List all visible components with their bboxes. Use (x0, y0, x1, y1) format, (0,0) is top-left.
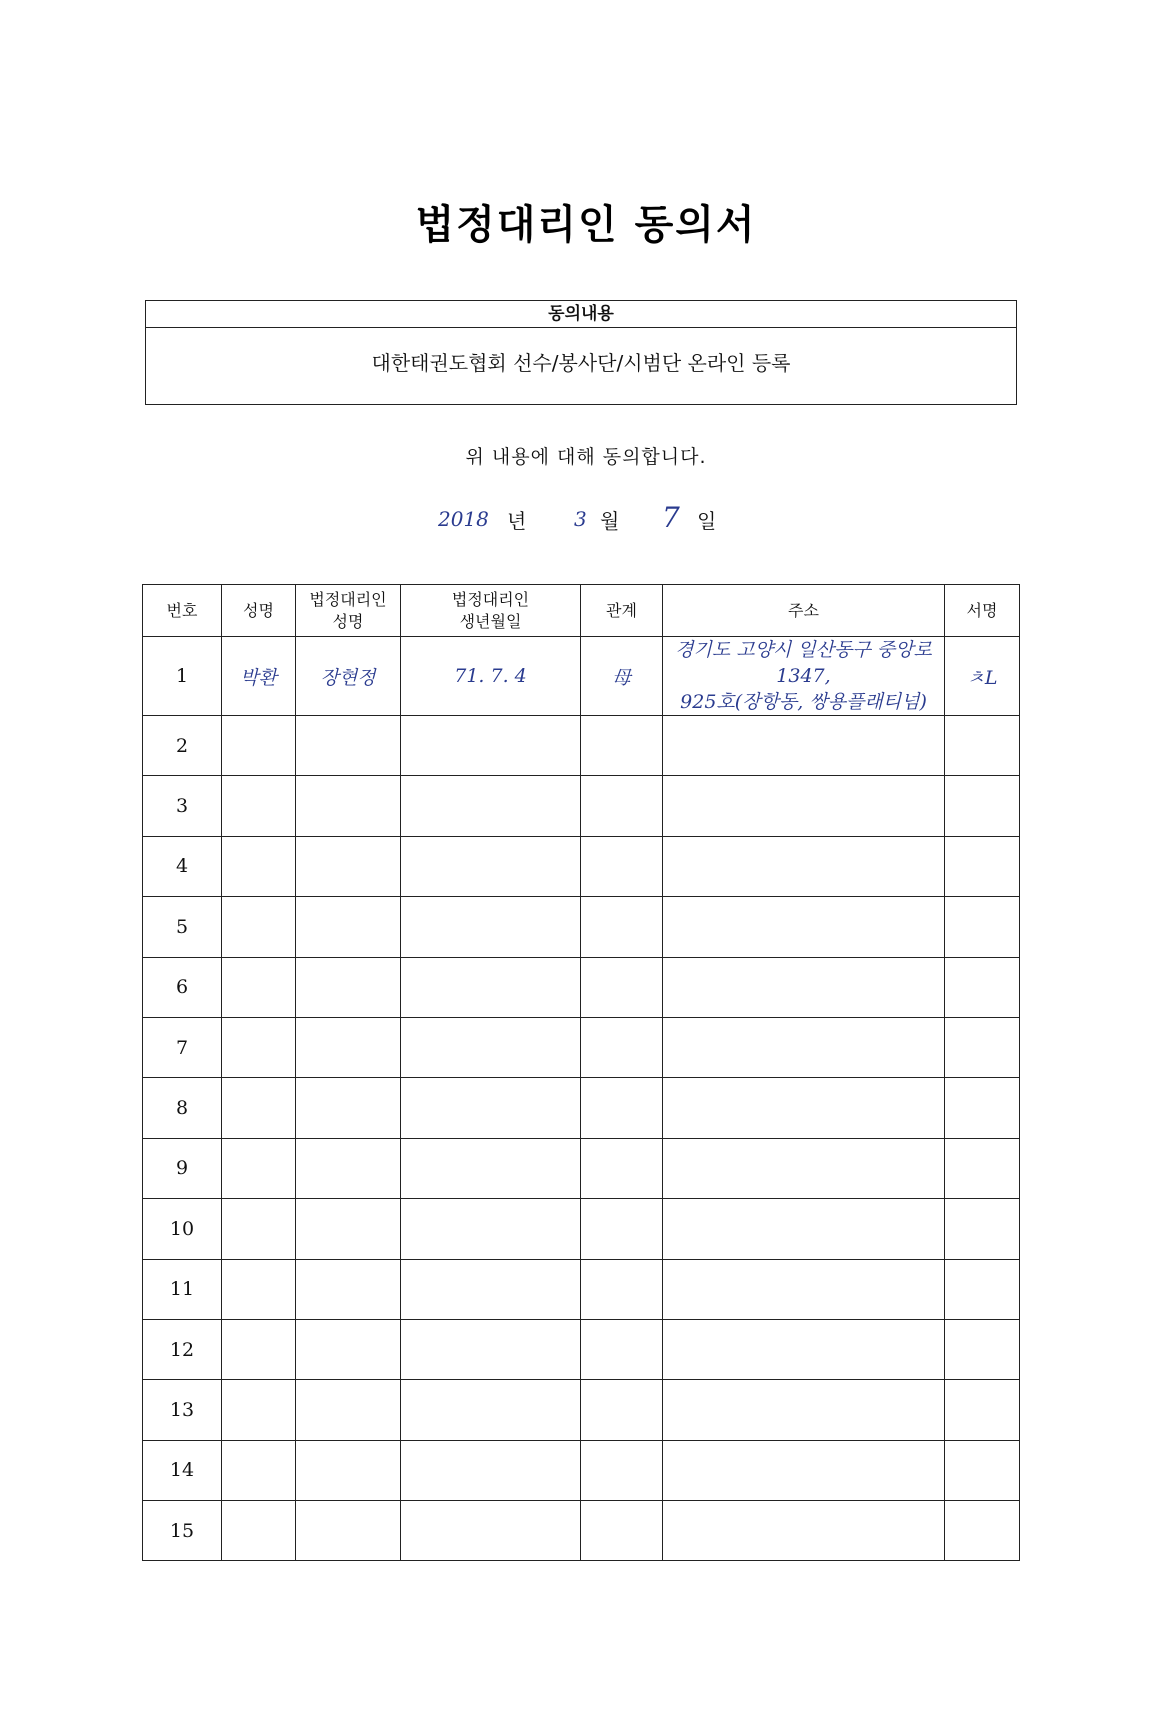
cell-relation (581, 716, 663, 776)
cell-signature (945, 1380, 1020, 1440)
cell-signature (945, 1440, 1020, 1500)
table-row (143, 1138, 1020, 1198)
cell-relation (581, 897, 663, 957)
cell-address (663, 1017, 945, 1077)
cell-address (663, 1259, 945, 1319)
cell-address (663, 957, 945, 1017)
table-row (143, 637, 1020, 716)
cell-guardian-birth (401, 957, 581, 1017)
cell-name (222, 1440, 296, 1500)
table-row (143, 1199, 1020, 1259)
cell-guardian-birth: 71. 7. 4 (401, 637, 581, 716)
cell-signature (945, 1501, 1020, 1561)
cell-guardian-name: 장현정 (296, 637, 401, 716)
cell-guardian-birth (401, 1380, 581, 1440)
table-row (143, 897, 1020, 957)
cell-name (222, 1319, 296, 1379)
cell-relation (581, 1259, 663, 1319)
consent-header: 동의내용 (146, 301, 1016, 328)
header-name: 성명 (222, 585, 296, 637)
cell-guardian-birth (401, 1501, 581, 1561)
cell-no: 7 (143, 1017, 222, 1077)
cell-guardian-name (296, 897, 401, 957)
cell-signature (945, 957, 1020, 1017)
guardian-consent-table (142, 584, 1020, 1561)
cell-signature (945, 776, 1020, 836)
consent-box (145, 300, 1017, 405)
cell-guardian-name (296, 1501, 401, 1561)
date-month-unit: 월 (600, 509, 620, 533)
date-line (0, 501, 1172, 541)
cell-address (663, 637, 945, 716)
table-row (143, 1017, 1020, 1077)
cell-relation (581, 1380, 663, 1440)
cell-signature (945, 1319, 1020, 1379)
cell-name (222, 1078, 296, 1138)
cell-address (663, 1380, 945, 1440)
cell-signature (945, 897, 1020, 957)
cell-guardian-birth (401, 836, 581, 896)
cell-name (222, 1259, 296, 1319)
cell-guardian-birth (401, 776, 581, 836)
cell-address (663, 1501, 945, 1561)
cell-guardian-name (296, 1017, 401, 1077)
header-no: 번호 (143, 585, 222, 637)
header-relation: 관계 (581, 585, 663, 637)
cell-no: 3 (143, 776, 222, 836)
table-row (143, 1380, 1020, 1440)
cell-name (222, 897, 296, 957)
cell-relation (581, 1078, 663, 1138)
cell-guardian-name (296, 1319, 401, 1379)
header-guardian-birth: 법정대리인 생년월일 (401, 585, 581, 637)
cell-signature (945, 1259, 1020, 1319)
table-row (143, 716, 1020, 776)
table-row (143, 957, 1020, 1017)
date-year: 2018 (438, 507, 489, 531)
cell-guardian-birth (401, 897, 581, 957)
date-day-unit: 일 (697, 509, 717, 533)
cell-name (222, 1199, 296, 1259)
cell-name (222, 776, 296, 836)
cell-no: 5 (143, 897, 222, 957)
table-row (143, 1440, 1020, 1500)
cell-name: 박환 (222, 637, 296, 716)
cell-name (222, 1380, 296, 1440)
cell-no: 1 (143, 637, 222, 716)
table-row (143, 1259, 1020, 1319)
cell-name (222, 1501, 296, 1561)
consent-content: 대한태권도협회 선수/봉사단/시범단 온라인 등록 (371, 351, 791, 375)
cell-no: 9 (143, 1138, 222, 1198)
cell-name (222, 1138, 296, 1198)
cell-no: 14 (143, 1440, 222, 1500)
cell-guardian-name (296, 776, 401, 836)
cell-signature (945, 1017, 1020, 1077)
cell-name (222, 1017, 296, 1077)
cell-relation (581, 957, 663, 1017)
cell-relation: 母 (581, 637, 663, 716)
cell-guardian-name (296, 1440, 401, 1500)
cell-name (222, 836, 296, 896)
cell-signature (945, 1078, 1020, 1138)
table-row (143, 1501, 1020, 1561)
cell-signature: ㅊL (945, 637, 1020, 716)
agreement-statement: 위 내용에 대해 동의합니다. (465, 446, 707, 468)
cell-no: 4 (143, 836, 222, 896)
cell-address (663, 1078, 945, 1138)
cell-guardian-birth (401, 716, 581, 776)
cell-guardian-name (296, 1199, 401, 1259)
cell-no: 8 (143, 1078, 222, 1138)
cell-relation (581, 1319, 663, 1379)
cell-no: 12 (143, 1319, 222, 1379)
cell-guardian-birth (401, 1017, 581, 1077)
cell-address (663, 1138, 945, 1198)
cell-address (663, 776, 945, 836)
cell-relation (581, 836, 663, 896)
cell-no: 15 (143, 1501, 222, 1561)
cell-no: 11 (143, 1259, 222, 1319)
address-line1: 경기도 고양시 일산동구 중앙로 1347, (675, 639, 932, 687)
header-signature: 서명 (945, 585, 1020, 637)
cell-relation (581, 1138, 663, 1198)
cell-relation (581, 1199, 663, 1259)
cell-guardian-name (296, 1259, 401, 1319)
table-row (143, 1078, 1020, 1138)
document-title: 법정대리인 동의서 (415, 202, 757, 248)
cell-guardian-birth (401, 1199, 581, 1259)
table-row (143, 1319, 1020, 1379)
cell-signature (945, 1199, 1020, 1259)
cell-guardian-birth (401, 1259, 581, 1319)
cell-signature (945, 836, 1020, 896)
table-row (143, 836, 1020, 896)
cell-guardian-name (296, 1138, 401, 1198)
cell-signature (945, 716, 1020, 776)
cell-guardian-name (296, 1078, 401, 1138)
cell-relation (581, 776, 663, 836)
cell-no: 13 (143, 1380, 222, 1440)
cell-guardian-birth (401, 1319, 581, 1379)
cell-no: 2 (143, 716, 222, 776)
cell-guardian-birth (401, 1440, 581, 1500)
header-address: 주소 (663, 585, 945, 637)
date-day: 7 (662, 501, 680, 534)
cell-guardian-name (296, 957, 401, 1017)
date-year-unit: 년 (507, 509, 527, 533)
cell-relation (581, 1501, 663, 1561)
cell-guardian-birth (401, 1078, 581, 1138)
cell-signature (945, 1138, 1020, 1198)
date-month: 3 (574, 507, 587, 531)
cell-address (663, 897, 945, 957)
cell-name (222, 957, 296, 1017)
cell-address (663, 836, 945, 896)
cell-address (663, 1440, 945, 1500)
cell-relation (581, 1017, 663, 1077)
table-header-row (143, 585, 1020, 637)
cell-address (663, 1319, 945, 1379)
table-row (143, 776, 1020, 836)
cell-no: 6 (143, 957, 222, 1017)
cell-guardian-name (296, 1380, 401, 1440)
address-line2: 925호(장항동, 쌍용플래티넘) (680, 691, 927, 713)
cell-guardian-name (296, 716, 401, 776)
header-guardian-name: 법정대리인 성명 (296, 585, 401, 637)
cell-address (663, 716, 945, 776)
cell-guardian-birth (401, 1138, 581, 1198)
cell-address (663, 1199, 945, 1259)
cell-relation (581, 1440, 663, 1500)
cell-name (222, 716, 296, 776)
cell-guardian-name (296, 836, 401, 896)
cell-no: 10 (143, 1199, 222, 1259)
